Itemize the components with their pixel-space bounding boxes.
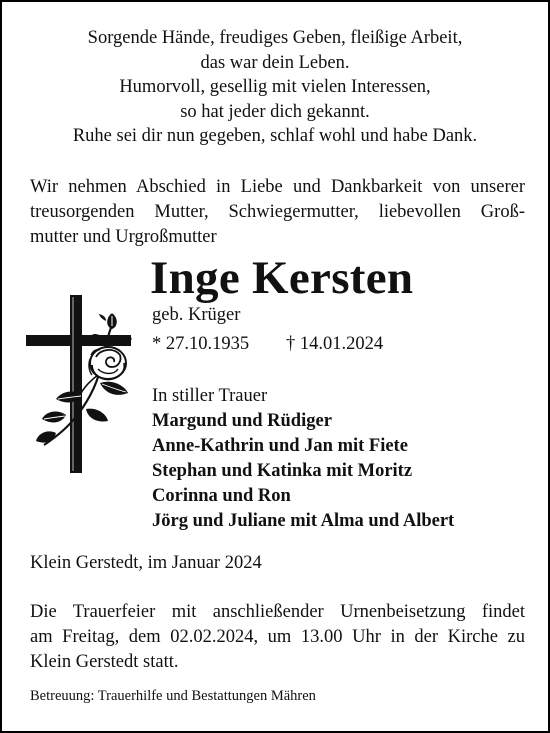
mourner-name: Corinna und Ron <box>152 486 291 506</box>
poem <box>2 26 548 149</box>
service-line: am Freitag, dem 02.02.2024, um 13.00 Uhr in der Kirche zu <box>30 627 525 647</box>
funeral-home-credit: Betreuung: Trauerhilfe und Bestattungen Mähren <box>30 688 316 704</box>
intro-line: mutter und Urgroßmutter <box>30 227 217 247</box>
intro-text <box>30 175 525 250</box>
life-dates <box>152 333 384 355</box>
mourners-heading: In stiller Trauer <box>152 386 268 406</box>
poem-line: das war dein Leben. <box>200 52 350 73</box>
poem-line: Ruhe sei dir nun gegeben, schlaf wohl und habe Dank. <box>72 126 478 147</box>
service-line: Klein Gerstedt statt. <box>30 652 179 672</box>
mourner-name: Margund und Rüdiger <box>152 411 332 431</box>
intro-line: Wir nehmen Abschied in Liebe und Dankbarkeit von unserer <box>30 177 525 197</box>
cross-with-rose-icon <box>26 295 138 473</box>
mourner-name: Jörg und Juliane mit Alma und Albert <box>152 511 455 531</box>
deceased-name: Inge Kersten <box>150 252 414 304</box>
mourner-name: Stephan und Katinka mit Moritz <box>152 461 413 481</box>
death-date: † 14.01.2024 <box>286 334 384 354</box>
mourners <box>152 384 454 534</box>
service-info <box>30 600 525 675</box>
poem-line: so hat jeder dich gekannt. <box>180 101 370 122</box>
poem-line: Sorgende Hände, freudiges Geben, fleißige Arbeit, <box>87 28 463 48</box>
maiden-name: geb. Krüger <box>152 305 241 325</box>
birth-date: * 27.10.1935 <box>152 334 250 354</box>
place-date: Klein Gerstedt, im Januar 2024 <box>30 553 262 573</box>
mourner-name: Anne-Kathrin und Jan mit Fiete <box>152 436 408 456</box>
poem-line: Humorvoll, gesellig mit vielen Interessen, <box>119 77 431 98</box>
service-line: Die Trauerfeier mit anschließender Urnenbeisetzung findet <box>30 602 525 622</box>
intro-line: treusorgenden Mutter, Schwiegermutter, liebevollen Groß- <box>30 202 525 222</box>
